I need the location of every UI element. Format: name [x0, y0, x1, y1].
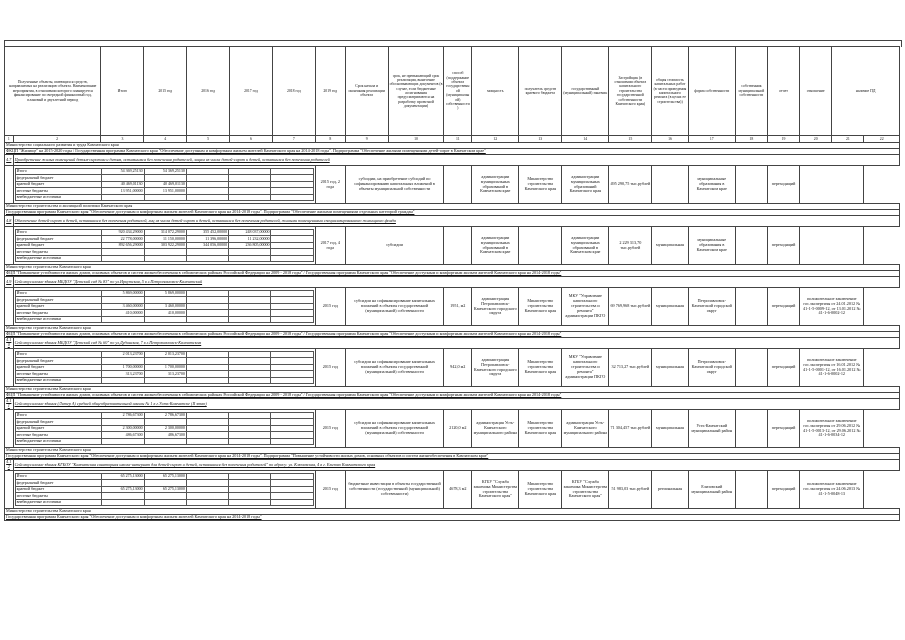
object-name: Сейсмоусиление здания МБДОУ "Детский сад № 83" по ул.Иркутская, 5 в г.Петропавловск-Камчатский: [13, 277, 899, 288]
object-data-row: [5, 288, 900, 326]
financing-value: 314 072,29000: [144, 230, 186, 236]
ownership-cell: муниципальная: [652, 227, 688, 265]
financing-value: 65 275,13000: [144, 486, 186, 492]
financing-value: 355 452,00000: [186, 230, 228, 236]
project-docs-cell: [800, 166, 864, 204]
column-number-2: 2: [13, 136, 101, 143]
investment-table: [4, 46, 900, 521]
header-col-8: срок, не превышающий срок реализации, вынесение обосновывающих документов (в случае, если бюджетные ассигнования предусматриваются на разработку проектной документации): [388, 47, 444, 136]
relation-cell: переходящий: [767, 166, 799, 204]
financing-value: [102, 438, 144, 444]
financing-value: [144, 255, 186, 261]
capacity-cell: 942,0 м2: [444, 349, 472, 387]
column-number-11: 11: [444, 136, 472, 143]
spacer-cell: [5, 410, 14, 448]
recipient-cell: администрация Петропавловск-Камчатского городского округа: [472, 288, 519, 326]
developer-cell: КГБУ "Служба заказчика Министерства строительства Камчатского края": [562, 471, 609, 509]
financing-source-label: федеральный бюджет: [15, 419, 102, 425]
column-number-20: 20: [800, 136, 832, 143]
ministry-name: Министерство строительства Камчатского края: [5, 387, 900, 393]
relation-cell: переходящий: [767, 227, 799, 265]
header-row: [5, 47, 900, 136]
column-number-8: 8: [315, 136, 345, 143]
financing-table: [15, 168, 314, 201]
financing-value: 236 805,00000: [229, 242, 271, 248]
period-cell: 2015 год: [315, 349, 345, 387]
financing-value: 344 056,00000: [186, 242, 228, 248]
customer-cell: Министерство строительства Камчатского края: [519, 288, 562, 326]
object-name: Сейсмоусиление здания (Литер А) средней общеобразовательной школы № 1 в г.Усть-Камчатске (II этап): [13, 399, 899, 410]
object-row: [5, 338, 900, 349]
financing-value: 11 150,00000: [144, 236, 186, 242]
financing-source-label: краевой бюджет: [15, 303, 102, 309]
object-number: 4.8: [5, 216, 14, 227]
financing-value: [102, 499, 144, 505]
financing-value: 2 786,67300: [102, 413, 144, 419]
spacer-cell: [5, 166, 14, 204]
project-docs-cell: положительное заключение гос.экспертизы от 29.06.2012 № 41-1-5-0013-12, от 29.06.2012 № 41-1-6-0034-12: [800, 410, 864, 448]
header-col-19: наличие ПД: [832, 47, 900, 136]
column-number-1: 1: [5, 136, 14, 143]
recipient-cell: КГБУ "Служба заказчика Министерства строительства Камчатского края": [472, 471, 519, 509]
spacer-cell: [5, 227, 14, 265]
financing-value: 40 469,01130: [144, 181, 186, 187]
column-number-19: 19: [767, 136, 799, 143]
financing-value: [186, 438, 228, 444]
column-number-14: 14: [562, 136, 609, 143]
object-name: Сейсмоусиление здания МБДОУ "Детский сад № 60" по ул.Дудинская, 7 в г.Петропавловск-Камчатском: [13, 338, 899, 349]
relation-cell: переходящий: [767, 471, 799, 509]
financing-source-label: внебюджетные источники: [15, 255, 102, 261]
financing-block: [13, 410, 315, 448]
financing-source-label: местные бюджеты: [15, 371, 102, 377]
object-data-row: [5, 471, 900, 509]
header-col-12: государственный (муниципальный) заказчик: [562, 47, 609, 136]
financing-value: [186, 194, 228, 200]
column-number-5: 5: [187, 136, 230, 143]
financing-value: [102, 377, 144, 383]
report-cell: [735, 471, 767, 509]
capacity-cell: 2120,0 м2: [444, 410, 472, 448]
object-data-row: [5, 349, 900, 387]
ministry-name: Министерство строительства и жилищной политики Камчатского края: [5, 204, 900, 210]
financing-block: [13, 471, 315, 509]
financing-value: [186, 499, 228, 505]
investment-method: субсидии: [345, 227, 444, 265]
header-col-11: получатель средств краевого бюджета: [519, 47, 562, 136]
financing-source-label: краевой бюджет: [15, 364, 102, 370]
financing-value: [186, 316, 228, 322]
financing-value: [271, 377, 313, 383]
ministry-name: Министерство строительства Камчатского края: [5, 448, 900, 454]
object-number: 4.9: [5, 277, 14, 288]
owner-cell: муниципальные образования в Камчатском крае: [688, 227, 735, 265]
object-name: Приобретение жилых помещений детям-сиротам и детям, оставшимся без попечения родителей, лицам из числа детей-сирот и детей, оставшихся без попечения родителей: [13, 155, 899, 166]
financing-value: 892 656,29000: [102, 242, 144, 248]
financing-value: 65 275,13000: [102, 486, 144, 492]
financing-value: 2 786,67300: [144, 413, 186, 419]
financing-value: 303 922,29000: [144, 242, 186, 248]
ministry-name: Министерство строительства Камчатского края: [5, 265, 900, 271]
financing-table: [15, 412, 314, 445]
program-name: ФКЦП "Жилище" на 2015-2020 годы / Государственная программа Камчатского края "Обеспечение доступным и комфортным жильем жителей Камчатского края на 2014-2018 годы". Подпрограмма "Обеспечение жилыми помещениями детей-сирот в Камчатском крае": [5, 149, 900, 155]
financing-value: [186, 377, 228, 383]
report-cell: [735, 410, 767, 448]
financing-value: [144, 438, 186, 444]
financing-block: [13, 166, 315, 204]
financing-table: [15, 351, 314, 384]
header-object-name: Полученные объекты, имеющихся средств, направляемых на реализацию объекта. Наименование мероприятия, в отношении которого планируется финансирование по очередной финансовый год, плановый и двухлетний период: [5, 47, 101, 136]
financing-value: [229, 377, 271, 383]
financing-value: 920 434,29000: [102, 230, 144, 236]
financing-block: [13, 288, 315, 326]
financing-value: [102, 316, 144, 322]
financing-row: [15, 377, 313, 383]
ministry-name: Министерство строительства Камчатского края: [5, 326, 900, 332]
financing-source-label: Итого: [15, 413, 102, 419]
financing-source-label: местные бюджеты: [15, 493, 102, 499]
column-number-row: [5, 136, 900, 143]
financing-value: 2 300,00000: [144, 425, 186, 431]
financing-value: 2 013,23700: [102, 352, 144, 358]
object-name: Сейсмоусиление здания КГБОУ "Камчатская санаторная школа-интернат для детей-сирот и детей, оставшихся без попечения родителей" по адресу: ул. Ключевская, 4 в г. Елизово Камчатского края: [13, 460, 899, 471]
footer-program-row: [5, 515, 900, 521]
financing-value: [144, 194, 186, 200]
report-cell: [735, 349, 767, 387]
financing-value: 54 369,25130: [102, 169, 144, 175]
header-col-10: мощность: [472, 47, 519, 136]
period-cell: 2017 год, 4 года: [315, 227, 345, 265]
relation-cell: переходящий: [767, 349, 799, 387]
footer-program: Государственная программа Камчатского края "Обеспечение доступным и комфортным жильем жителей Камчатского края на 2014-2018 годы": [5, 515, 900, 521]
header-col-13: Застройщик (в отношении объекта капитального строительства государственной собственности Камчатского края): [609, 47, 652, 136]
ownership-cell: муниципальная: [652, 288, 688, 326]
financing-value: 3 460,00000: [102, 303, 144, 309]
owner-cell: Елизовский муниципальный район: [688, 471, 735, 509]
financing-source-label: федеральный бюджет: [15, 358, 102, 364]
column-number-9: 9: [345, 136, 388, 143]
header-col-14: общая стоимость капитальных работ (в части проведения капитального ремонта (в целях ее строительства)): [652, 47, 688, 136]
object-row: [5, 460, 900, 471]
column-number-7: 7: [272, 136, 315, 143]
total-cost-cell: 495 290,75 тыс.рублей: [609, 166, 652, 204]
financing-value: [144, 316, 186, 322]
developer-cell: МКУ "Управление капитального строительства и ремонта" администрации ПКГО: [562, 349, 609, 387]
object-row: [5, 277, 900, 288]
financing-source-label: внебюджетные источники: [15, 438, 102, 444]
customer-cell: Министерство строительства Камчатского края: [519, 410, 562, 448]
customer-cell: Министерство строительства Камчатского края: [519, 471, 562, 509]
period-cell: 2015 год, 2 года: [315, 166, 345, 204]
investment-method: субсидии на софинансирование капитальных вложений в объекты государственной (муниципальной) собственности: [345, 410, 444, 448]
total-cost-cell: 51 983,03 тыс.рублей: [609, 471, 652, 509]
financing-row: [15, 316, 313, 322]
financing-source-label: внебюджетные источники: [15, 377, 102, 383]
financing-value: 13 951,00000: [144, 188, 186, 194]
financing-value: 5 869,00000: [102, 291, 144, 297]
object-number: 4.12: [6, 459, 12, 469]
capacity-cell: [444, 227, 472, 265]
financing-row: [15, 194, 313, 200]
financing-value: [229, 194, 271, 200]
developer-cell: администрации муниципальных образований в Камчатском крае: [562, 227, 609, 265]
financing-block: [13, 227, 315, 265]
financing-value: [229, 438, 271, 444]
column-number-12: 12: [472, 136, 519, 143]
report-cell: [735, 288, 767, 326]
relation-cell: переходящий: [767, 410, 799, 448]
financing-source-label: Итого: [15, 169, 102, 175]
financing-source-label: Итого: [15, 230, 102, 236]
report-cell: [735, 227, 767, 265]
object-row: [5, 155, 900, 166]
financing-value: 410,00000: [102, 310, 144, 316]
header-col-2: 2015 год: [144, 47, 187, 136]
column-number-22: 22: [864, 136, 900, 143]
financing-value: [271, 316, 313, 322]
header-col-15: форма собственности: [688, 47, 735, 136]
project-docs-cell: положительное заключение гос.экспертизы от 24.01.2012 № 41-1-5-0009-12, от 13.01.2012 № 41-1-6-0002-12: [800, 288, 864, 326]
program-name: ФЦП "Повышение устойчивости жилых домов, основных объектов и систем жизнеобеспечения в сейсмических районах Российской Федерации на 2009 - 2018 годы" / Государственная программа Камчатского края "Обеспечение доступным и комфортным жильем жителей Камчатского края на 2014-2018 годы": [5, 271, 900, 277]
customer-cell: Министерство строительства Камчатского края: [519, 166, 562, 204]
financing-value: 1 700,00000: [144, 364, 186, 370]
developer-cell: МКУ "Управление капитального строительства и ремонта" администрации ПКГО: [562, 288, 609, 326]
project-docs-cell: положительное заключение гос.экспертизы от 16.01.2012 № 41-1-5-0001-12, от 16.01.2012 № 41-1-6-0002-12: [800, 349, 864, 387]
financing-table: [15, 229, 314, 262]
column-number-6: 6: [230, 136, 273, 143]
financing-value: 313,23700: [144, 371, 186, 377]
ownership-cell: муниципальная: [652, 349, 688, 387]
financing-value: 248 037,00000: [229, 230, 271, 236]
financing-value: [271, 499, 313, 505]
financing-source-label: Итого: [15, 291, 102, 297]
column-number-10: 10: [388, 136, 444, 143]
object-data-row: [5, 166, 900, 204]
financing-value: [271, 255, 313, 261]
column-number-18: 18: [735, 136, 767, 143]
financing-value: 5 869,00000: [144, 291, 186, 297]
program-name: ФЦП "Повышение устойчивости жилых домов, основных объектов и систем жизнеобеспечения в сейсмических районах Российской Федерации на 2009 - 2018 годы" / Государственная программа Камчатского края "Обеспечение доступным и комфортным жильем жителей Камчатского края на 2014-2018 годы": [5, 393, 900, 399]
financing-source-label: внебюджетные источники: [15, 499, 102, 505]
ministry-name: Министерство социального развития и труда Камчатского края: [5, 143, 900, 149]
column-number-16: 16: [652, 136, 688, 143]
financing-value: [271, 438, 313, 444]
owner-cell: муниципальные образования в Камчатском крае: [688, 166, 735, 204]
investment-method: субсидии на софинансирование капитальных вложений в объекты государственной (муниципальной) собственности: [345, 288, 444, 326]
capacity-cell: 1951, м2: [444, 288, 472, 326]
object-number: 4.10: [6, 337, 12, 347]
financing-source-label: федеральный бюджет: [15, 297, 102, 303]
relation-cell: переходящий: [767, 288, 799, 326]
spacer-cell: [5, 288, 14, 326]
object-number: 4.7: [5, 155, 14, 166]
developer-cell: администрация Усть-Камчатского муниципального района: [562, 410, 609, 448]
financing-value: 1 700,00000: [102, 364, 144, 370]
column-number-21: 21: [832, 136, 864, 143]
financing-source-label: краевой бюджет: [15, 486, 102, 492]
financing-value: 410,00000: [144, 310, 186, 316]
financing-value: 65 275,13000: [144, 474, 186, 480]
developer-cell: администрации муниципальных образований Камчатского края: [562, 166, 609, 204]
total-cost-cell: 2 229 313,70 тыс.рублей: [609, 227, 652, 265]
recipient-cell: администрации муниципальных образований в Камчатском крае: [472, 166, 519, 204]
financing-value: 3 460,00000: [144, 303, 186, 309]
spacer-cell: [5, 471, 14, 509]
object-name: Обеспечение детей-сирот и детей, оставшихся без попечения родителей, лиц из числа детей-сирот и детей, оставшихся без попечения родителей, жилыми помещениями специализированного жилищного фонда: [13, 216, 899, 227]
program-name: Государственная программа Камчатского края "Обеспечение доступным и комфортным жильем жителей Камчатского края на 2014-2018 годы". Подпрограмма "Повышение устойчивости жилых домов, основных объектов и систем жизнеобеспечения в Камчатском крае": [5, 454, 900, 460]
header-col-7: Срок начала и окончания реализации объекта: [345, 47, 388, 136]
header-col-1: Итого: [101, 47, 144, 136]
financing-value: [229, 255, 271, 261]
investment-method: бюджетные инвестиции в объекты государственной собственности (государственной (муниципальной) собственности): [345, 471, 444, 509]
column-number-4: 4: [144, 136, 187, 143]
financing-value: 11 232,00000: [229, 236, 271, 242]
financing-table: [15, 473, 314, 506]
financing-source-label: внебюджетные источники: [15, 316, 102, 322]
header-col-5: 2018 год: [272, 47, 315, 136]
financing-table: [15, 290, 314, 323]
financing-value: [186, 255, 228, 261]
financing-row: [15, 255, 313, 261]
financing-value: [144, 377, 186, 383]
financing-value: 2 013,23700: [144, 352, 186, 358]
header-col-17: отчет: [767, 47, 799, 136]
period-cell: 2015 год: [315, 288, 345, 326]
column-number-15: 15: [609, 136, 652, 143]
report-cell: [735, 166, 767, 204]
financing-source-label: местные бюджеты: [15, 249, 102, 255]
period-cell: 2015 год: [315, 410, 345, 448]
header-col-18: отношение: [800, 47, 832, 136]
financing-value: [102, 255, 144, 261]
financing-value: 11 396,00000: [186, 236, 228, 242]
capacity-cell: [444, 166, 472, 204]
investment-method: субсидии, на приобретение субсидий по софинансированию капитальных вложений в объекты муниципальной собственности: [345, 166, 444, 204]
customer-cell: Министерство строительства Камчатского края: [519, 349, 562, 387]
financing-source-label: местные бюджеты: [15, 188, 102, 194]
financing-source-label: местные бюджеты: [15, 432, 102, 438]
recipient-cell: администрации муниципальных образований в Камчатском крае: [472, 227, 519, 265]
owner-cell: Петропавловск-Камчатский городской округ: [688, 349, 735, 387]
project-docs-cell: положительное заключение гос.экспертизы от 24.06.2013 № 41-1-5-0048-13: [800, 471, 864, 509]
financing-row: [15, 499, 313, 505]
object-row: [5, 216, 900, 227]
financing-source-label: Итого: [15, 352, 102, 358]
period-cell: 2015 год: [315, 471, 345, 509]
owner-cell: Петропавловск-Камчатский городской округ: [688, 288, 735, 326]
financing-source-label: краевой бюджет: [15, 242, 102, 248]
column-number-3: 3: [101, 136, 144, 143]
project-docs-cell: [800, 227, 864, 265]
financing-source-label: Итого: [15, 474, 102, 480]
spacer-cell: [5, 349, 14, 387]
financing-value: [271, 194, 313, 200]
financing-source-label: федеральный бюджет: [15, 480, 102, 486]
owner-cell: Усть-Камчатский муниципальный район: [688, 410, 735, 448]
recipient-cell: администрация Усть-Камчатского муниципального района: [472, 410, 519, 448]
financing-row: [15, 438, 313, 444]
financing-value: 13 951,00000: [102, 188, 144, 194]
total-cost-cell: 71 304,457 тыс.рублей: [609, 410, 652, 448]
object-data-row: [5, 227, 900, 265]
financing-source-label: краевой бюджет: [15, 425, 102, 431]
financing-source-label: федеральный бюджет: [15, 236, 102, 242]
capacity-cell: 4678,3 м2: [444, 471, 472, 509]
column-number-13: 13: [519, 136, 562, 143]
customer-cell: [519, 227, 562, 265]
financing-value: [229, 499, 271, 505]
financing-value: 54 369,25130: [144, 169, 186, 175]
financing-source-label: федеральный бюджет: [15, 175, 102, 181]
financing-value: 2 300,00000: [102, 425, 144, 431]
financing-value: 486,67300: [102, 432, 144, 438]
object-row: [5, 399, 900, 410]
program-name: ФЦП "Повышение устойчивости жилых домов, основных объектов и систем жизнеобеспечения в сейсмических районах Российской Федерации на 2009 - 2018 годы" / Государственная программа Камчатского края "Обеспечение доступным и комфортным жильем жителей Камчатского края на 2014-2018 годы": [5, 332, 900, 338]
financing-value: 486,67300: [144, 432, 186, 438]
financing-value: [144, 499, 186, 505]
financing-value: 40 469,01130: [102, 181, 144, 187]
header-col-4: 2017 год: [230, 47, 273, 136]
header-col-6: 2019 год: [315, 47, 345, 136]
ownership-cell: [652, 166, 688, 204]
program-name: Государственная программа Камчатского края "Обеспечение доступным и комфортным жильем жителей Камчатского края на 2014-2018 годы". Подпрограмма "Обеспечение жилыми помещениями отдельных категорий граждан": [5, 210, 900, 216]
financing-value: 22 778,00000: [102, 236, 144, 242]
financing-block: [13, 349, 315, 387]
column-number-17: 17: [688, 136, 735, 143]
object-number: 4.11: [6, 398, 12, 408]
financing-value: 65 275,13000: [102, 474, 144, 480]
header-col-16: собственник муниципальной собственности: [735, 47, 767, 136]
footer-ministry: Министерство строительства Камчатского края: [5, 509, 900, 515]
ownership-cell: муниципальная: [652, 410, 688, 448]
ownership-cell: региональная: [652, 471, 688, 509]
financing-source-label: краевой бюджет: [15, 181, 102, 187]
financing-value: 313,23700: [102, 371, 144, 377]
financing-value: [102, 194, 144, 200]
recipient-cell: администрация Петропавловск-Камчатского городского округа: [472, 349, 519, 387]
investment-method: субсидии на софинансирование капитальных вложений в объекты государственной (муниципальной) собственности: [345, 349, 444, 387]
total-cost-cell: 69 769,968 тыс.рублей: [609, 288, 652, 326]
header-col-3: 2016 год: [187, 47, 230, 136]
object-data-row: [5, 410, 900, 448]
financing-source-label: внебюджетные источники: [15, 194, 102, 200]
total-cost-cell: 32 713,27 тыс.рублей: [609, 349, 652, 387]
header-col-9: способ (поддержание объекта государственной (муниципальной) собственности): [444, 47, 472, 136]
financing-value: [229, 316, 271, 322]
financing-source-label: местные бюджеты: [15, 310, 102, 316]
